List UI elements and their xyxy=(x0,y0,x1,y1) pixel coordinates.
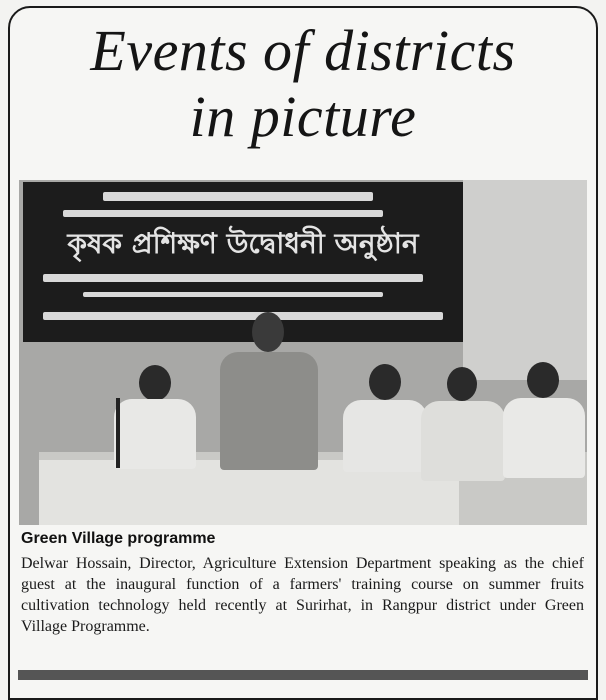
banner-main-text: কৃষক প্রশিক্ষণ উদ্বোধনী অনুষ্ঠান xyxy=(67,227,419,260)
headline xyxy=(0,18,606,150)
seated-guest-1 xyxy=(109,355,199,475)
caption-body: Delwar Hossain, Director, Agriculture Extension Department speaking as the chief guest at the inaugural function of a farmers' training course on summer fruits cultivation technology held recently at Surirhat, in Rangpur district under Green Village Programme. xyxy=(21,555,584,635)
speaker-delwar-hossain xyxy=(214,308,324,473)
event-photo xyxy=(19,180,587,525)
headline-line-2: in picture xyxy=(189,84,417,149)
seated-guest-4 xyxy=(499,358,587,483)
next-article-edge xyxy=(18,670,588,680)
seated-guest-2 xyxy=(339,360,429,475)
seated-guest-3 xyxy=(417,365,507,485)
microphone-stand xyxy=(116,398,120,468)
headline-line-1: Events of districts xyxy=(90,18,516,83)
background-wall xyxy=(463,180,587,380)
caption-title: Green Village programme xyxy=(21,530,216,547)
